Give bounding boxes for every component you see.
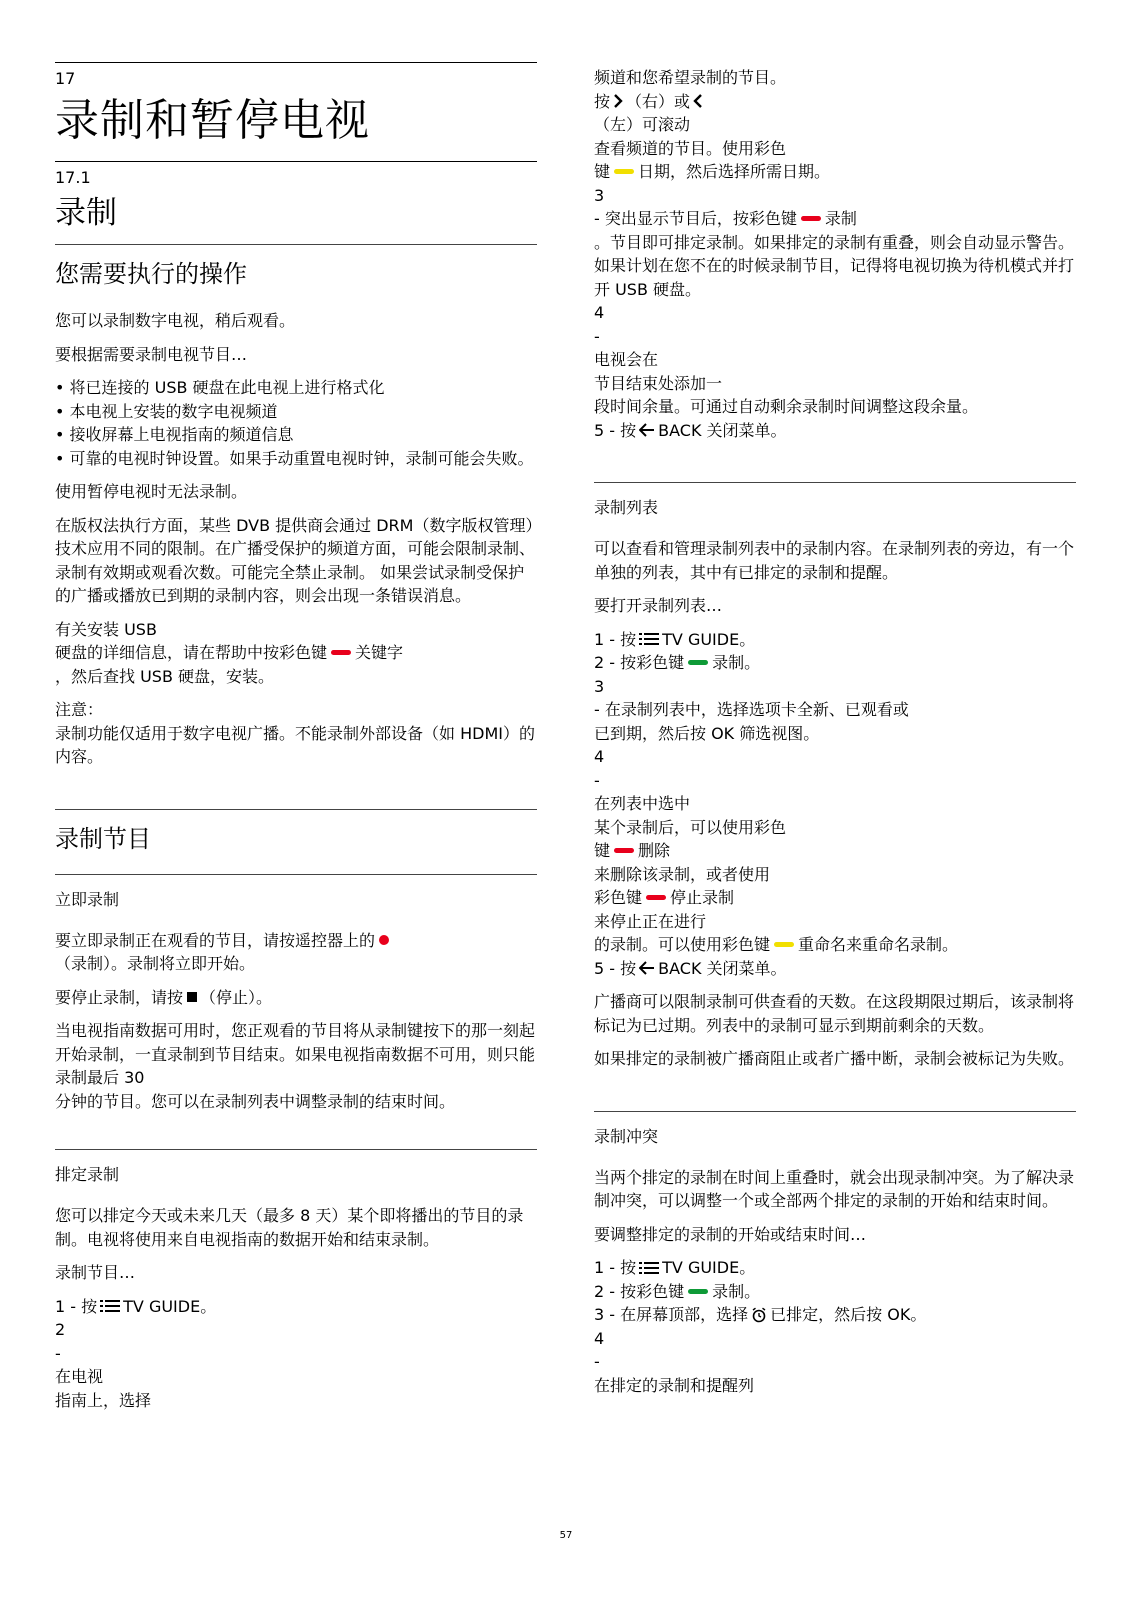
- step-2-text: 键 日期，然后选择所需日期。: [594, 162, 831, 181]
- step-1: 1 - 按 TV GUIDE。: [55, 1296, 217, 1316]
- list-item: • 可靠的电视时钟设置。如果手动重置电视时钟，录制可能会失败。: [55, 447, 537, 471]
- left-column: [55, 62, 537, 1412]
- step-5: 5 - 按 BACK 关闭菜单。: [594, 420, 787, 440]
- usb-line: ，然后查找 USB 硬盘，安装。: [55, 666, 275, 686]
- tv-guide-icon: [639, 632, 659, 646]
- chapter-number: 17: [55, 69, 76, 88]
- step-5: 5 - 按 BACK 关闭菜单。: [594, 958, 787, 978]
- clock-icon: [751, 1307, 767, 1323]
- step-2-text: （左）可滚动: [594, 115, 691, 134]
- section-number: 17.1: [55, 168, 91, 187]
- divider: [55, 874, 537, 875]
- tv-guide-icon: [100, 1299, 120, 1313]
- list-item: • 本电视上安装的数字电视频道: [55, 400, 537, 424]
- step-2-text: 按 （右）或: [594, 90, 1076, 114]
- red-key-icon: [646, 895, 666, 900]
- paragraph: 您可以录制数字电视，稍后观看。: [55, 311, 296, 330]
- section-rule: [55, 161, 537, 162]
- step-2-text: 频道和您希望录制的节目。: [594, 68, 787, 87]
- divider: [55, 809, 537, 810]
- step-4-text: 来停止正在进行: [594, 911, 707, 931]
- back-arrow-icon: [639, 423, 655, 437]
- what-you-need-heading: 您需要执行的操作: [55, 260, 247, 288]
- paragraph: （录制）。录制将立即开始。: [55, 954, 256, 973]
- step-4-text: 的录制。可以使用彩色键 重命名来重命名录制。: [594, 935, 959, 954]
- conflict-heading: 录制冲突: [594, 1126, 659, 1146]
- step-3: 3: [594, 185, 605, 205]
- arrow-left-icon: [693, 94, 703, 108]
- paragraph: 录制节目…: [55, 1263, 136, 1282]
- record-dot-icon: [379, 935, 389, 945]
- step-4-text: 某个录制后，可以使用彩色: [594, 817, 787, 837]
- paragraph: 分钟的节目。您可以在录制列表中调整录制的结束时间。: [55, 1091, 456, 1111]
- note-label: 注意：: [55, 700, 104, 719]
- paragraph: 要调整排定的录制的开始或结束时间…: [594, 1224, 867, 1244]
- step-2-text: 查看频道的节目。使用彩色: [594, 138, 787, 158]
- step-3-text: - 突出显示节目后，按彩色键 录制: [594, 209, 857, 228]
- paragraph: 要立即录制正在观看的节目，请按遥控器上的: [55, 929, 537, 953]
- step-2: 2 - 按彩色键 录制。: [594, 1281, 761, 1301]
- step-2: 2 - 按彩色键 录制。: [594, 653, 761, 672]
- step-1: 1 - 按 TV GUIDE。: [594, 629, 756, 649]
- usb-line: 硬盘的详细信息，请在帮助中按彩色键 关键字: [55, 643, 404, 662]
- divider: [594, 1111, 1076, 1112]
- divider: [55, 1149, 537, 1150]
- step-2: 2: [55, 1320, 66, 1339]
- step-4-text: 节目结束处添加一: [594, 373, 723, 393]
- paragraph: 要根据需要录制电视节目…: [55, 344, 248, 364]
- paragraph: 要打开录制列表…: [594, 596, 723, 615]
- paragraph: 当电视指南数据可用时，您正观看的节目将从录制键按下的那一刻起开始录制，一直录制到节目结束。如果电视指南数据不可用，则只能录制最后 30: [55, 1021, 536, 1087]
- divider: [594, 482, 1076, 483]
- step-4: 4: [594, 303, 605, 322]
- step-3-text: 已到期，然后按 OK 筛选视图。: [594, 723, 820, 743]
- list-item: • 接收屏幕上电视指南的频道信息: [55, 423, 537, 447]
- step-3-text: 。节目即可排定录制。如果排定的录制有重叠，则会自动显示警告。如果计划在您不在的时候录制节目，记得将电视切换为待机模式并打开 USB 硬盘。: [594, 232, 1075, 299]
- usb-line: 有关安装 USB: [55, 619, 157, 639]
- step-4-dash: -: [594, 326, 600, 346]
- right-column: [594, 66, 1076, 1397]
- schedule-record-heading: 排定录制: [55, 1165, 120, 1184]
- back-arrow-icon: [639, 961, 655, 975]
- green-key-icon: [688, 660, 708, 665]
- requirements-list: [55, 376, 537, 470]
- step-4-dash: -: [594, 1352, 600, 1371]
- step-3: 3: [594, 676, 605, 696]
- stop-icon: [187, 992, 197, 1002]
- step-4-text: 电视会在: [594, 350, 659, 369]
- paragraph: 如果排定的录制被广播商阻止或者广播中断，录制会被标记为失败。: [594, 1049, 1075, 1068]
- red-key-icon: [801, 216, 821, 221]
- step-4-text: 键 删除: [594, 841, 671, 860]
- paragraph: 在版权法执行方面，某些 DVB 提供商会通过 DRM（数字版权管理）技术应用不同的限制。在广播受保护的频道方面，可能会限制录制、录制有效期或观看次数。可能完全禁止录制。 如果尝试录制受保护的广播或播放已到期的录制内容，则会出现一条错误消息。: [55, 515, 536, 605]
- paragraph: 使用暂停电视时无法录制。: [55, 482, 248, 501]
- step-3: 3 - 在屏幕顶部，选择 已排定，然后按 OK。: [594, 1305, 927, 1324]
- paragraph: 广播商可以限制录制可供查看的天数。在这段期限过期后，该录制将标记为已过期。列表中的录制可显示到期前剩余的天数。: [594, 992, 1075, 1035]
- note-text: 录制功能仅适用于数字电视广播。不能录制外部设备（如 HDMI）的内容。: [55, 723, 535, 766]
- green-key-icon: [688, 1289, 708, 1294]
- step-4: 4: [594, 747, 605, 766]
- arrow-right-icon: [613, 94, 623, 108]
- chapter-rule: [55, 62, 537, 63]
- step-4-text: 来删除该录制，或者使用: [594, 864, 771, 884]
- tv-guide-icon: [639, 1261, 659, 1275]
- red-key-icon: [331, 650, 351, 655]
- paragraph: 当两个排定的录制在时间上重叠时，就会出现录制冲突。为了解决录制冲突，可以调整一个或全部两个排定的录制的开始和结束时间。: [594, 1167, 1075, 1210]
- step-4-text: 在列表中选中: [594, 794, 691, 813]
- divider: [55, 244, 537, 245]
- list-item: • 将已连接的 USB 硬盘在此电视上进行格式化: [55, 376, 537, 400]
- chapter-title: 录制和暂停电视: [55, 95, 370, 146]
- step-4-text: 段时间余量。可通过自动剩余录制时间调整这段余量。: [594, 397, 979, 416]
- step-4-text: 在排定的录制和提醒列: [594, 1375, 755, 1395]
- yellow-key-icon: [614, 169, 634, 174]
- step-4-text: 彩色键 停止录制: [594, 888, 735, 907]
- section-title: 录制: [55, 195, 117, 231]
- record-program-heading: 录制节目: [55, 824, 151, 853]
- step-4-dash: -: [594, 770, 600, 790]
- instant-record-heading: 立即录制: [55, 889, 120, 909]
- step-1: 1 - 按 TV GUIDE。: [594, 1258, 756, 1277]
- page-number: 57: [559, 1530, 573, 1541]
- step-2-dash: -: [55, 1343, 61, 1363]
- step-2-text: 在电视: [55, 1367, 104, 1386]
- paragraph: 可以查看和管理录制列表中的录制内容。在录制列表的旁边，有一个单独的列表，其中有已排定的录制和提醒。: [594, 539, 1075, 582]
- red-key-icon: [614, 848, 634, 853]
- paragraph: 要停止录制，请按 （停止）。: [55, 987, 273, 1007]
- paragraph: 您可以排定今天或未来几天（最多 8 天）某个即将播出的节目的录制。电视将使用来自电视指南的数据开始和结束录制。: [55, 1206, 524, 1249]
- yellow-key-icon: [774, 942, 794, 947]
- step-2-text: 指南上，选择: [55, 1390, 152, 1410]
- step-3-text: - 在录制列表中，选择选项卡全新、已观看或: [594, 700, 909, 719]
- recordings-list-heading: 录制列表: [594, 498, 659, 517]
- step-4: 4: [594, 1328, 605, 1348]
